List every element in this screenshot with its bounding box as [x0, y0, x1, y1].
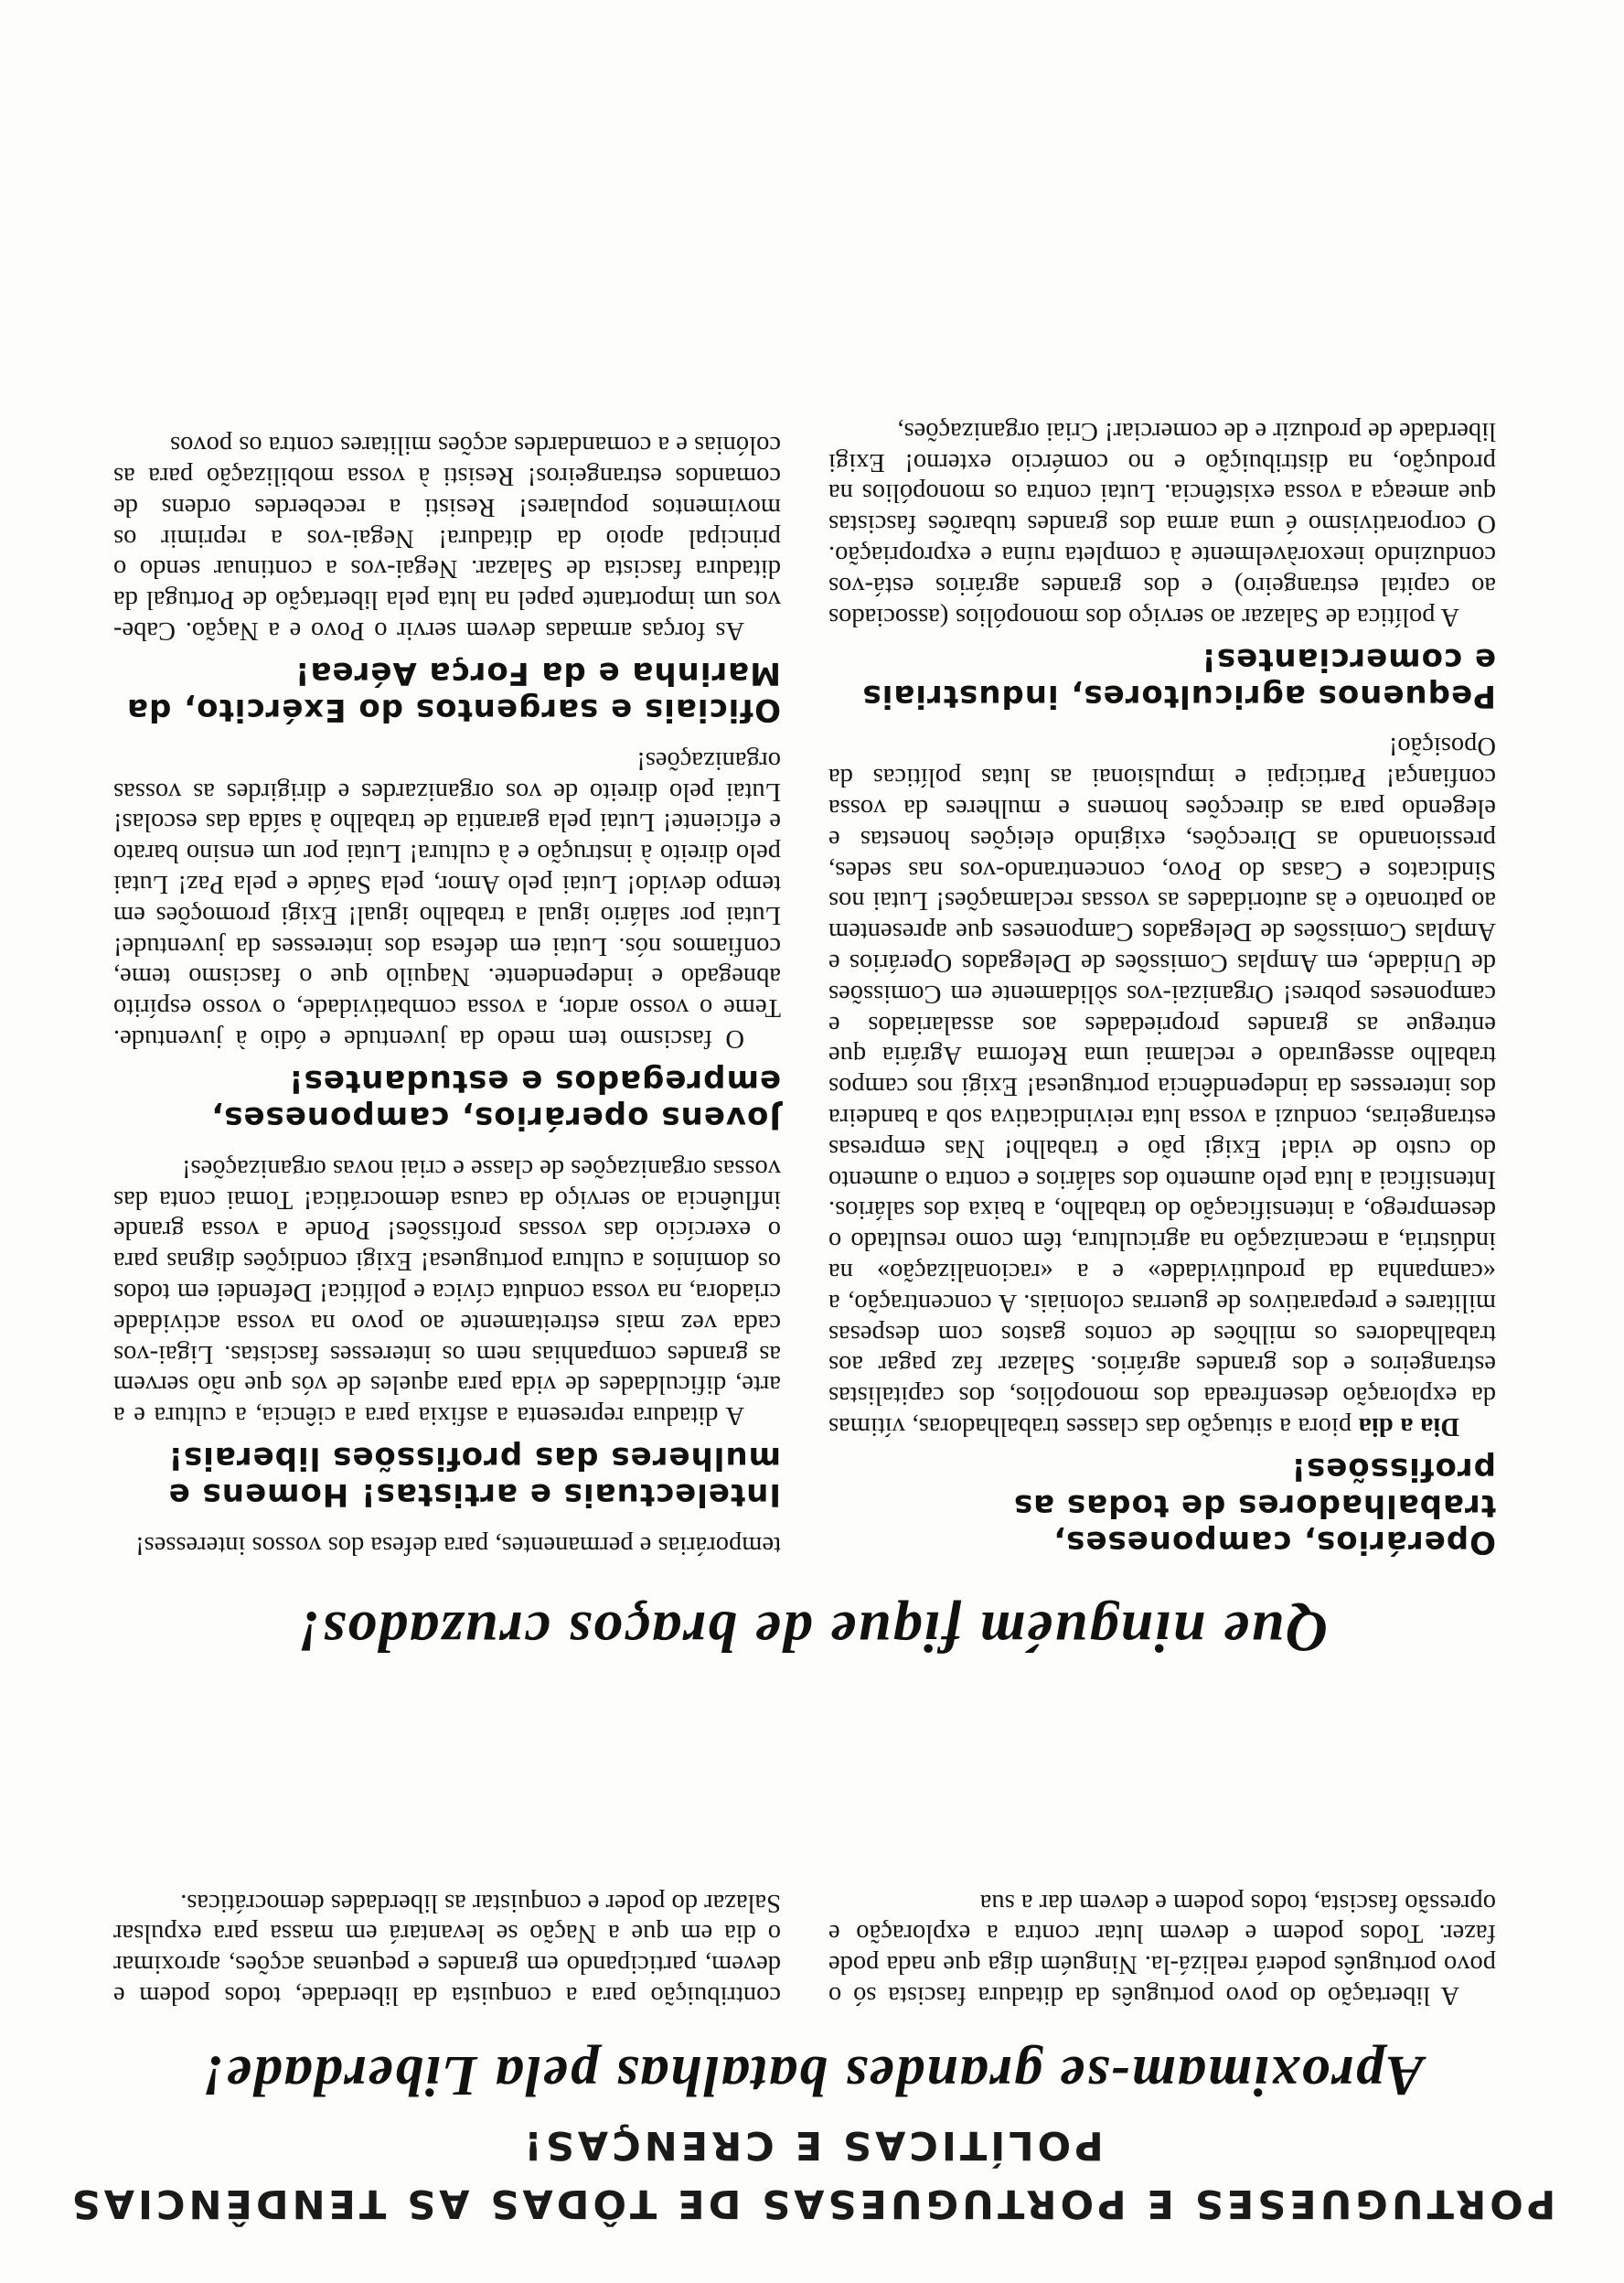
- intro-column-left: [828, 1887, 1496, 2010]
- section-paragraph-intellectuals: A ditadura representa a asfixia para a ciência, a cultura e a arte, dificuldades de vida para aqueles de vós que não servem as grandes companhias nem os interesses fascistas. Ligai-vos cada vez mais estreitamente ao povo na vossa actividade criadora, na vossa conduta cívica e política! Defendei em todos os domínios a cultura portuguesa! Exigi condições dignas para o exercício das vossas profissões! Ponde a vossa grande influência ao serviço da causa democrática! Tomai conta das vossas organizações de classe e criai novas organizações!: [113, 1153, 781, 1431]
- body-column-left: [828, 415, 1496, 1560]
- section-heading-small-business: Pequenos agricultores, industriais e comerciantes!: [861, 640, 1496, 714]
- section-heading-youth: Jovens operários, camponeses, empregados e estudantes!: [210, 1063, 781, 1137]
- section-paragraph-youth: O fascismo tem medo da juventude e ódio à juventude. Teme o vosso ardor, a vossa combatividade, o vosso espírito abnegado e independente. Naquilo que o fascismo teme, confiamos nós. Lutai em defesa dos interesses da juventude! Lutai por salário igual a trabalho igual! Exigi promoções em tempo devido! Lutai pelo Amor, pela Saúde e pela Paz! Lutai pelo direito à instrução e à cultura! Lutai por um ensino barato e eficiente! Lutai pela garantia de trabalho à saída das escolas! Lutai pelo direito de vos organizardes e dirigirdes as vossas organizações!: [113, 745, 781, 1054]
- header-line-1: PORTUGUESES E PORTUGUESAS DE TÔDAS AS TENDÊNCIAS: [68, 2181, 1556, 2226]
- body-column-right: [113, 429, 781, 1560]
- section-paragraph-small-business: A política de Salazar ao serviço dos monopólios (associados ao capital estrangeiro) e dos grandes agrários está-vos conduzindo inexoràvelmente à completa ruína e expropriação. O corporativismo é uma arma dos grandes tubarões fascistas que ameaça a vossa existência. Lutai contra os monopólios na produção, na distribuição e no comércio externo! Exigi liberdade de produzir e de comerciar! Criai organizações,: [828, 416, 1496, 631]
- section-paragraph-workers: [828, 731, 1496, 1442]
- section-heading-intellectuals: Intelectuais e artistas! Homens e mulheres das profissões liberais!: [167, 1440, 781, 1514]
- section-paragraph-armed-forces: As forças armadas devem servir o Povo e a Nação. Cabe-vos um importante papel na luta pela libertação de Portugal da ditadura fascista de Salazar. Negai-vos a continuar sendo o principal apoio da ditadura! Negai-vos a reprimir os movimentos populares! Resisti a receberdes ordens de comandos estrangeiros! Resisti à vossa mobilização para as colónias e a comandardes acções militares contra os povos: [113, 431, 781, 646]
- section-heading-workers: Operários, camponeses, trabalhadores de todas as profissões!: [1012, 1451, 1496, 1560]
- intro-column-right: [113, 1887, 781, 2010]
- intro-paragraph-right: contribuição para a conquista da liberdade, todos podem e devem, participando em grandes e pequenas acções, aproximar o dia em que a Nação se levantará em massa para expulsar Salazar do poder e conquistar as liberdades democráticas.: [113, 1888, 781, 2010]
- secondary-headline: Que ninguém fique de braços cruzados!: [295, 1600, 1329, 1665]
- paragraph-body: piora a situação das classes trabalhadoras, vítimas da exploração desenfreada dos monopólios, dos capitalistas estrangeiros e dos grandes agrários. Salazar faz pagar aos trabalhadores os milhões de contos gastos com despesas militares e preparativos de guerras coloniais. A concentração, a «campanha da produtividade» e a «racionalização» na indústria, a mecanização na agricultura, têm como resultado o desemprego, a intensificação do trabalho, a baixa dos salários. Intensificai a luta pelo aumento dos salários e contra o aumento do custo de vida! Exigi pão e trabalho! Nas empresas estrangeiras, conduzi a vossa luta reivindicativa sob a bandeira dos interesses da independência portuguesa! Exigi nos campos trabalho assegurado e reclamai uma Reforma Agrária que entregue as grandes propriedades aos assalariados e camponeses pobres! Organizai-vos sòlidamente em Comissões de Unidade, em Amplas Comissões de Delegados Operários e Amplas Comissões de Delegados Camponeses que apresentem ao patronato e às autoridades as vossas reclamações! Lutai nos Sindicatos e Casas do Povo, concentrando-vos nas sedes, pressionando as Direcções, exigindo eleições honestas e elegendo para as direcções homens e mulheres da vossa confiança! Participai e impulsionai as lutas políticas da Oposição!: [828, 732, 1496, 1441]
- paragraph-lead: Dia a dia: [1358, 1412, 1459, 1441]
- section-heading-armed-forces: Oficiais e sargentos do Exército, da Marinha e da Força Aérea!: [126, 655, 781, 729]
- header-line-2: POLÍTICAS E CRENÇAS!: [520, 2122, 1104, 2168]
- intro-paragraph-left: A libertação do povo português da ditadura fascista só o povo português poderá realizá-la. Ninguém diga que nada pode fazer. Todos podem e devem lutar contra a exploração e opressão fascista, todos podem e devem dar a sua: [828, 1888, 1496, 2010]
- main-headline: Aproximam-se grandes batalhas pela Liberdade!: [200, 2044, 1424, 2106]
- continued-paragraph: temporárias e permanentes, para defesa dos vossos interesses!: [135, 1531, 781, 1560]
